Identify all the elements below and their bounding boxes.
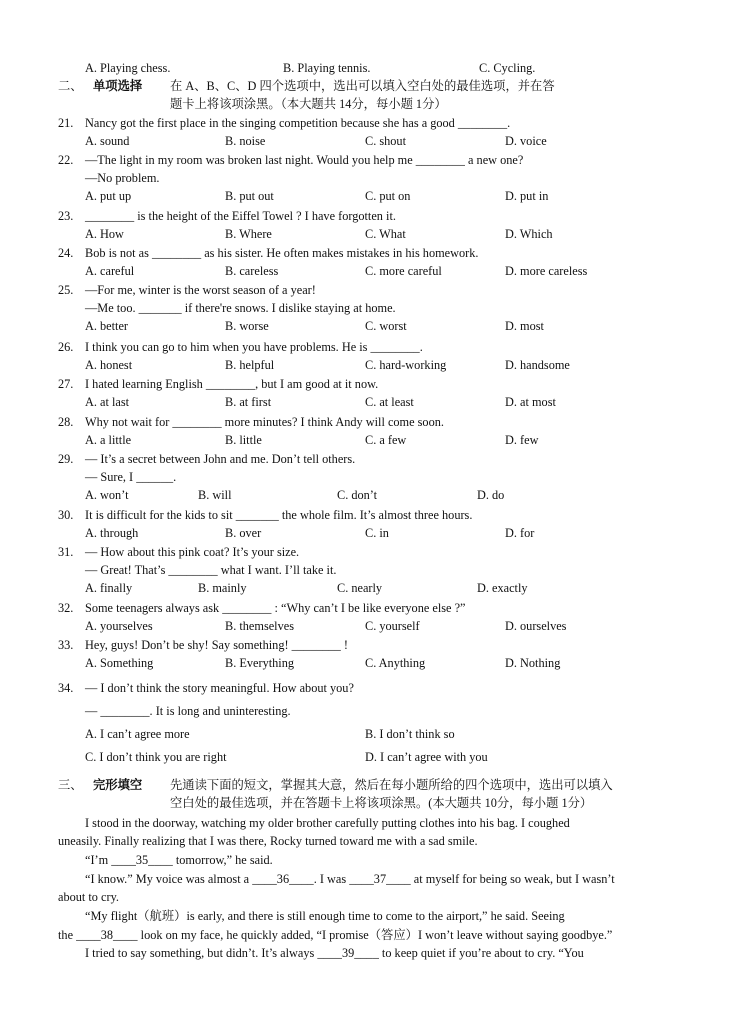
question-text: —The light in my room was broken last night. Would you help me ________ a new one? xyxy=(85,153,524,167)
answer-option: A. at last xyxy=(85,395,130,409)
question-text: It is difficult for the kids to sit _______ the whole film. It’s almost three hours. xyxy=(85,508,473,522)
answer-option: A. won’t xyxy=(85,488,129,502)
passage-line: “My flight（航班）is early, and there is still enough time to come to the airport,” he said. Seeing xyxy=(85,909,565,923)
answer-option: B. over xyxy=(225,526,262,540)
question-text: I hated learning English ________, but I am good at it now. xyxy=(85,377,379,391)
section-instruction-cont: 题卡上将该项涂黑。（本大题共 14分，每小题 1分） xyxy=(170,97,447,111)
question-text: —No problem. xyxy=(85,171,160,185)
question-text: Why not wait for ________ more minutes? I think Andy will come soon. xyxy=(85,415,444,429)
answer-option: B. Where xyxy=(225,227,272,241)
question-number: 26. xyxy=(58,340,74,354)
answer-option: B. little xyxy=(225,433,262,447)
question-number: 27. xyxy=(58,377,74,391)
answer-option: B. at first xyxy=(225,395,272,409)
answer-option: C. in xyxy=(365,526,389,540)
answer-option: B. I don’t think so xyxy=(365,727,455,741)
answer-option: A. sound xyxy=(85,134,130,148)
answer-option: B. helpful xyxy=(225,358,275,372)
question-number: 34. xyxy=(58,681,74,695)
question-number: 24. xyxy=(58,246,74,260)
passage-line: “I know.” My voice was almost a ____36____. I was ____37____ at myself for being so weak, but I wasn’t xyxy=(85,872,615,886)
answer-option: D. exactly xyxy=(477,581,528,595)
question-number: 25. xyxy=(58,283,74,297)
question-text: — ________. It is long and uninteresting. xyxy=(85,704,291,718)
answer-option: D. more careless xyxy=(505,264,588,278)
answer-option: C. put on xyxy=(365,189,411,203)
passage-line: “I’m ____35____ tomorrow,” he said. xyxy=(85,853,273,867)
answer-option: A. finally xyxy=(85,581,133,595)
question-text: —Me too. _______ if there're snows. I dislike staying at home. xyxy=(85,301,396,315)
question-text: — Great! That’s ________ what I want. I’ll take it. xyxy=(85,563,337,577)
answer-option: B. will xyxy=(198,488,232,502)
option-b: B. Playing tennis. xyxy=(283,61,371,75)
option-a: A. Playing chess. xyxy=(85,61,171,75)
answer-option: B. mainly xyxy=(198,581,247,595)
passage-line: I tried to say something, but didn’t. It’s always ____39____ to keep quiet if you’re about to cry. “You xyxy=(85,946,584,960)
question-text: — Sure, I ______. xyxy=(85,470,177,484)
question-text: — I don’t think the story meaningful. How about you? xyxy=(85,681,354,695)
question-number: 21. xyxy=(58,116,74,130)
answer-option: A. yourselves xyxy=(85,619,153,633)
question-number: 28. xyxy=(58,415,74,429)
passage-line: the ____38____ look on my face, he quickly added, “I promise（答应）I won’t leave without saying goodbye.” xyxy=(58,928,613,942)
question-number: 31. xyxy=(58,545,74,559)
answer-option: D. do xyxy=(477,488,505,502)
answer-option: B. Everything xyxy=(225,656,294,670)
answer-option: C. at least xyxy=(365,395,414,409)
section-title: 完形填空 xyxy=(93,778,143,792)
question-number: 32. xyxy=(58,601,74,615)
passage-line: uneasily. Finally realizing that I was there, Rocky turned toward me with a sad smile. xyxy=(58,834,478,848)
question-number: 29. xyxy=(58,452,74,466)
section-title: 单项选择 xyxy=(93,79,143,93)
question-text: — How about this pink coat? It’s your size. xyxy=(85,545,300,559)
question-number: 30. xyxy=(58,508,74,522)
section-instruction: 在 A、B、C、D 四个选项中，选出可以填入空白处的最佳选项，并在答 xyxy=(170,79,555,93)
answer-option: C. don’t xyxy=(337,488,378,502)
answer-option: B. worse xyxy=(225,319,269,333)
answer-option: D. for xyxy=(505,526,535,540)
answer-option: D. Which xyxy=(505,227,553,241)
answer-option: B. careless xyxy=(225,264,279,278)
question-text: ________ is the height of the Eiffel Towel ? I have forgotten it. xyxy=(85,209,396,223)
question-text: I think you can go to him when you have problems. He is ________. xyxy=(85,340,423,354)
answer-option: C. a few xyxy=(365,433,407,447)
answer-option: D. handsome xyxy=(505,358,570,372)
answer-option: D. I can’t agree with you xyxy=(365,750,488,764)
passage-line: about to cry. xyxy=(58,890,120,904)
answer-option: C. nearly xyxy=(337,581,383,595)
answer-option: A. better xyxy=(85,319,129,333)
question-text: — It’s a secret between John and me. Don’t tell others. xyxy=(85,452,356,466)
question-text: Hey, guys! Don’t be shy! Say something! ________ ! xyxy=(85,638,348,652)
answer-option: A. How xyxy=(85,227,124,241)
answer-option: C. more careful xyxy=(365,264,442,278)
answer-option: B. themselves xyxy=(225,619,294,633)
answer-option: A. a little xyxy=(85,433,132,447)
answer-option: C. shout xyxy=(365,134,406,148)
question-text: Nancy got the first place in the singing competition because she has a good ________. xyxy=(85,116,511,130)
question-number: 22. xyxy=(58,153,74,167)
section-instruction: 先通读下面的短文，掌握其大意，然后在每小题所给的四个选项中，选出可以填入 xyxy=(170,778,613,792)
answer-option: C. hard-working xyxy=(365,358,447,372)
answer-option: C. Anything xyxy=(365,656,426,670)
answer-option: C. yourself xyxy=(365,619,420,633)
answer-option: C. What xyxy=(365,227,406,241)
answer-option: A. Something xyxy=(85,656,154,670)
answer-option: D. at most xyxy=(505,395,556,409)
answer-option: D. most xyxy=(505,319,544,333)
answer-option: D. Nothing xyxy=(505,656,561,670)
section-instruction-cont: 空白处的最佳选项，并在答题卡上将该项涂黑。(本大题共 10分，每小题 1分） xyxy=(170,796,593,810)
passage-line: I stood in the doorway, watching my older brother carefully putting clothes into his bag. I coughed xyxy=(85,816,570,830)
answer-option: B. put out xyxy=(225,189,274,203)
answer-option: D. put in xyxy=(505,189,549,203)
answer-option: D. ourselves xyxy=(505,619,567,633)
answer-option: A. I can’t agree more xyxy=(85,727,190,741)
question-text: —For me, winter is the worst season of a year! xyxy=(85,283,316,297)
question-text: Bob is not as ________ as his sister. He often makes mistakes in his homework. xyxy=(85,246,479,260)
option-c: C. Cycling. xyxy=(479,61,536,75)
answer-option: A. through xyxy=(85,526,139,540)
section-number: 三、 xyxy=(58,778,83,792)
answer-option: A. careful xyxy=(85,264,135,278)
question-number: 23. xyxy=(58,209,74,223)
question-number: 33. xyxy=(58,638,74,652)
answer-option: D. voice xyxy=(505,134,547,148)
answer-option: D. few xyxy=(505,433,539,447)
answer-option: A. honest xyxy=(85,358,133,372)
answer-option: A. put up xyxy=(85,189,132,203)
answer-option: B. noise xyxy=(225,134,266,148)
answer-option: C. worst xyxy=(365,319,407,333)
section-number: 二、 xyxy=(58,79,83,93)
answer-option: C. I don’t think you are right xyxy=(85,750,227,764)
question-text: Some teenagers always ask ________ : “Why can’t I be like everyone else ?” xyxy=(85,601,466,615)
